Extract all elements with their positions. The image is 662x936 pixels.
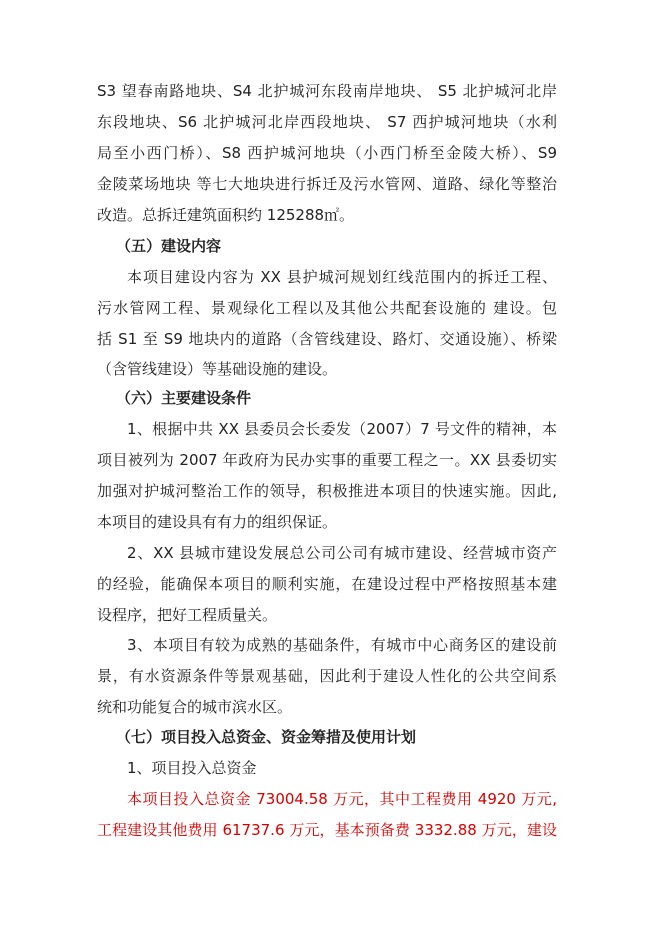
highlighted-line: 工程建设其他费用 61737.6 万元，基本预备费 3332.88 万元，建设	[97, 821, 557, 839]
paragraph-line: 污水管网工程、景观绿化工程以及其他公共配套设施的 建设。包	[97, 299, 557, 317]
paragraph-line: 本项目的建设具有有力的组织保证。	[97, 513, 338, 531]
paragraph-line: 设程序，把好工程质量关。	[97, 606, 278, 624]
paragraph-line: 项目被列为 2007 年政府为民办实事的重要工程之一。XX 县委切实	[97, 451, 557, 469]
paragraph-line: 景，有水资源条件等景观基础，因此利于建设人性化的公共空间系	[97, 667, 557, 685]
paragraph-line: 括 S1 至 S9 地块内的道路（含管线建设、路灯、交通设施）、桥梁	[97, 330, 557, 348]
section-heading-7: （七）项目投入总资金、资金筹措及使用计划	[116, 728, 417, 746]
paragraph-line: 加强对护城河整治工作的领导，积极推进本项目的快速实施。因此,	[97, 482, 557, 500]
paragraph-line: 2、XX 县城市建设发展总公司公司有城市建设、经营城市资产	[127, 544, 557, 562]
section-heading-6: （六）主要建设条件	[116, 389, 252, 407]
paragraph-line: 改造。总拆迁建筑面积约 125288㎡。	[97, 206, 355, 224]
paragraph-line: （含管线建设）等基础设施的建设。	[97, 360, 338, 378]
paragraph-line: 局至小西门桥）、S8 西护城河地块（小西门桥至金陵大桥）、S9	[97, 144, 557, 162]
highlighted-line: 本项目投入总资金 73004.58 万元，其中工程费用 4920 万元,	[127, 790, 557, 808]
paragraph-line: 东段地块、S6 北护城河北岸西段地块、 S7 西护城河地块（水利	[97, 113, 557, 131]
paragraph-line: 本项目建设内容为 XX 县护城河规划红线范围内的拆迁工程、	[127, 268, 557, 286]
paragraph-line: 3、本项目有较为成熟的基础条件，有城市中心商务区的建设前	[127, 636, 557, 654]
subheading-line: 1、项目投入总资金	[127, 759, 257, 777]
paragraph-line: 统和功能复合的城市滨水区。	[97, 698, 293, 716]
paragraph-line: 的经验，能确保本项目的顺利实施，在建设过程中严格按照基本建	[97, 575, 557, 593]
section-heading-5: （五）建设内容	[116, 237, 222, 255]
paragraph-line: 金陵菜场地块 等七大地块进行拆迁及污水管网、道路、绿化等整治	[97, 175, 557, 193]
paragraph-line: 1、根据中共 XX 县委员会长委发（2007）7 号文件的精神，本	[127, 420, 557, 438]
paragraph-line: S3 望春南路地块、S4 北护城河东段南岸地块、 S5 北护城河北岸	[97, 82, 557, 100]
